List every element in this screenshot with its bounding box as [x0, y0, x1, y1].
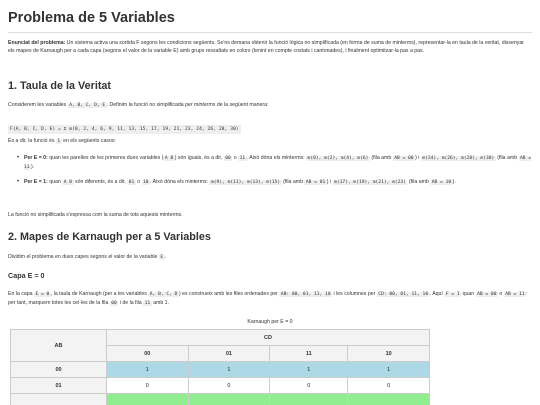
page-title: Problema de 5 Variables — [8, 10, 175, 26]
kmap-cell — [348, 394, 430, 405]
kmap-cell: 1 — [348, 362, 430, 378]
section2-heading: 2. Mapes de Karnaugh per a 5 Variables — [8, 231, 211, 243]
kmap-cell: 1 — [107, 362, 189, 378]
intro-paragraph — [8, 39, 532, 56]
col-label: 01 — [188, 346, 270, 362]
row-label: 00 — [11, 362, 107, 378]
col-label: 00 — [107, 346, 189, 362]
kmap-cell: 1 — [270, 362, 348, 378]
row-label-partial — [11, 394, 107, 405]
kmap-caption: Karnaugh per E = 0 — [247, 319, 293, 325]
col-header-cd: CD — [107, 330, 430, 346]
kmap-cell — [107, 394, 189, 405]
intro-label: Enunciat del problema: — [8, 40, 66, 46]
vars-code: A, B, C, D, E — [69, 103, 106, 108]
table-row — [11, 378, 430, 394]
s2-paragraph-intro: Dividim el problema en dues capes segons el valor de la variable E . — [8, 254, 167, 260]
intro-text: Un sistema activa una sortida F segons les condicions següents. Se'ns demana obtenir la funció lògica no simplificada (en forma de suma de minterms), representar-la en taula de la veritat, dissenyar els mapes de Karnaugh per a cada capa (segons el valor de la variable E) amb grups ressaltats en colors (tenint en compte costats i cantonades), i finalment optimitzar-la pas a pas. — [8, 40, 524, 55]
formula-code: F(A, B, C, D, E) = Σ m(0, 2, 4, 6, 9, 11, 13, 15, 17, 19, 21, 23, 24, 26, 28, 30) — [10, 127, 239, 132]
col-label: 10 — [348, 346, 430, 362]
cases-list — [8, 154, 532, 187]
s1-paragraph-cases: És a dir, la funció és 1 en els següents casos: — [8, 138, 116, 144]
kmap-cell — [270, 394, 348, 405]
col-label: 11 — [270, 346, 348, 362]
s2-paragraph-layer: En la capa E = 0 , la taula de Karnaugh (per a les variables A, B, C, D ) es construeix amb les files ordenades per AB: 00, 01, 11, 10 i les columnes per CD: 00, 01, 11, 10 . Aquí F = 1 quan AB = 00 o AB = 11 : per tant, marquem totes les cel·les de la fila 00 i de la fila 11 amb 1. — [8, 291, 528, 307]
list-item: • Per E = 0: quan les parelles de les primeres dues variables ( A B ) són iguals, és a dir, 00 o 11 . Això dóna els minterms: m(0), m(2), m(4), m(6) (fila amb AB = 00 ) i m(24), m(26), m(28), m(30) (fila amb AB = 11 ). — [8, 154, 532, 173]
table-row — [11, 394, 430, 405]
row-header-ab: AB — [11, 330, 107, 362]
title-divider — [8, 32, 532, 33]
table-row — [11, 362, 430, 378]
list-item: • Per E = 1: quan A B són diferents, és a dir, 01 o 10 . Això dóna els minterms: m(9), m(11), m(13), m(15) (fila amb AB = 01 ) i m(17), m(19), m(21), m(23) (fila amb AB = 10 ). — [8, 178, 532, 187]
kmap-cell: 0 — [348, 378, 430, 394]
section1-heading: 1. Taula de la Veritat — [8, 80, 112, 92]
s1-paragraph-summary: La funció no simplificada s'expressa com la suma de tots aquests minterms. — [8, 212, 183, 218]
s1-paragraph-vars: Considerem les variables A, B, C, D, E . Definim la funció no simplificada per minterms de la següent manera: — [8, 102, 269, 108]
karnaugh-table — [10, 329, 430, 405]
kmap-cell: 1 — [188, 362, 270, 378]
kmap-cell: 0 — [107, 378, 189, 394]
kmap-cell: 0 — [270, 378, 348, 394]
kmap-cell — [188, 394, 270, 405]
layer-e0-heading: Capa E = 0 — [8, 271, 45, 280]
kmap-cell: 0 — [188, 378, 270, 394]
row-label: 01 — [11, 378, 107, 394]
